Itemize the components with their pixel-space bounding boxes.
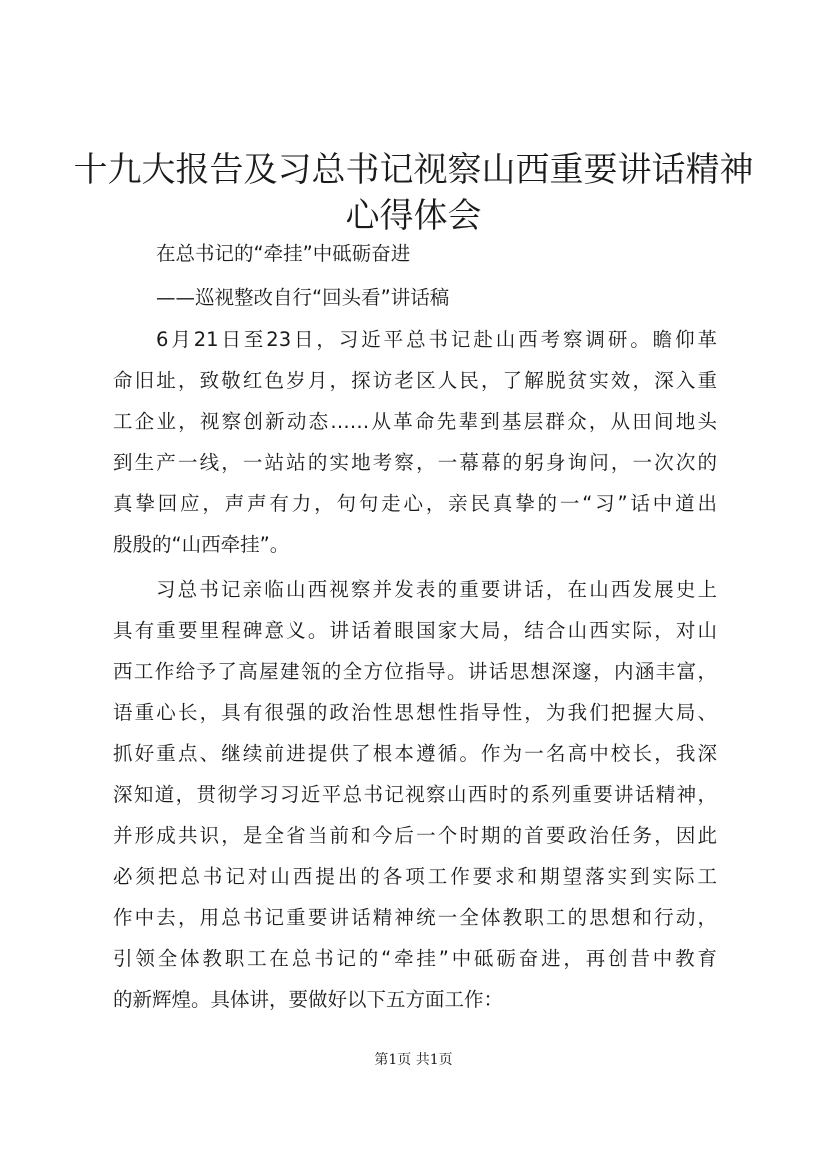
paragraph-1-line: 命旧址，致敬红色岁月，探访老区人民，了解脱贫实效，深入重 bbox=[113, 369, 717, 392]
paragraph-2-line: 并形成共识，是全省当前和今后一个时期的首要政治任务，因此 bbox=[113, 824, 717, 847]
byline: ——巡视整改自行“回头看”讲话稿 bbox=[156, 286, 450, 309]
paragraph-2-line: 习总书记亲临山西视察并发表的重要讲话，在山西发展史上 bbox=[156, 578, 717, 601]
paragraph-2-line: 语重心长，具有很强的政治性思想性指导性，为我们把握大局、 bbox=[113, 701, 717, 724]
paragraph-2-line: 西工作给予了高屋建瓴的全方位指导。讲话思想深邃，内涵丰富， bbox=[113, 660, 717, 683]
paragraph-2-line: 必须把总书记对山西提出的各项工作要求和期望落实到实际工 bbox=[113, 865, 717, 888]
paragraph-2-line: 具有重要里程碑意义。讲话着眼国家大局，结合山西实际，对山 bbox=[113, 619, 717, 642]
paragraph-2-line: 的新辉煌。具体讲，要做好以下五方面工作： bbox=[113, 988, 504, 1011]
subtitle: 在总书记的“牵挂”中砥砺奋进 bbox=[156, 242, 411, 265]
paragraph-1-line: 殷殷的“山西牵挂”。 bbox=[113, 533, 290, 556]
page-title-line-1: 十九大报告及习总书记视察山西重要讲话精神 bbox=[73, 150, 754, 190]
paragraph-1-line: 真挚回应，声声有力，句句走心，亲民真挚的一“习”话中道出 bbox=[113, 492, 717, 515]
page-number-footer: 第1页 共1页 bbox=[374, 1052, 453, 1068]
page-title-line-2: 心得体会 bbox=[345, 196, 482, 236]
paragraph-2-line: 引领全体教职工在总书记的“牵挂”中砥砺奋进，再创昔中教育 bbox=[113, 947, 717, 970]
paragraph-2-line: 作中去，用总书记重要讲话精神统一全体教职工的思想和行动， bbox=[113, 906, 717, 929]
paragraph-1-line: 工企业，视察创新动态……从革命先辈到基层群众，从田间地头 bbox=[113, 410, 717, 433]
paragraph-2-line: 抓好重点、继续前进提供了根本遵循。作为一名高中校长，我深 bbox=[113, 742, 717, 765]
paragraph-1-line: 到生产一线，一站站的实地考察，一幕幕的躬身询问，一次次的 bbox=[113, 451, 717, 474]
paragraph-2-line: 深知道，贯彻学习习近平总书记视察山西时的系列重要讲话精神， bbox=[113, 783, 717, 806]
paragraph-1-line: 6月21日至23日，习近平总书记赴山西考察调研。瞻仰革 bbox=[156, 328, 717, 351]
